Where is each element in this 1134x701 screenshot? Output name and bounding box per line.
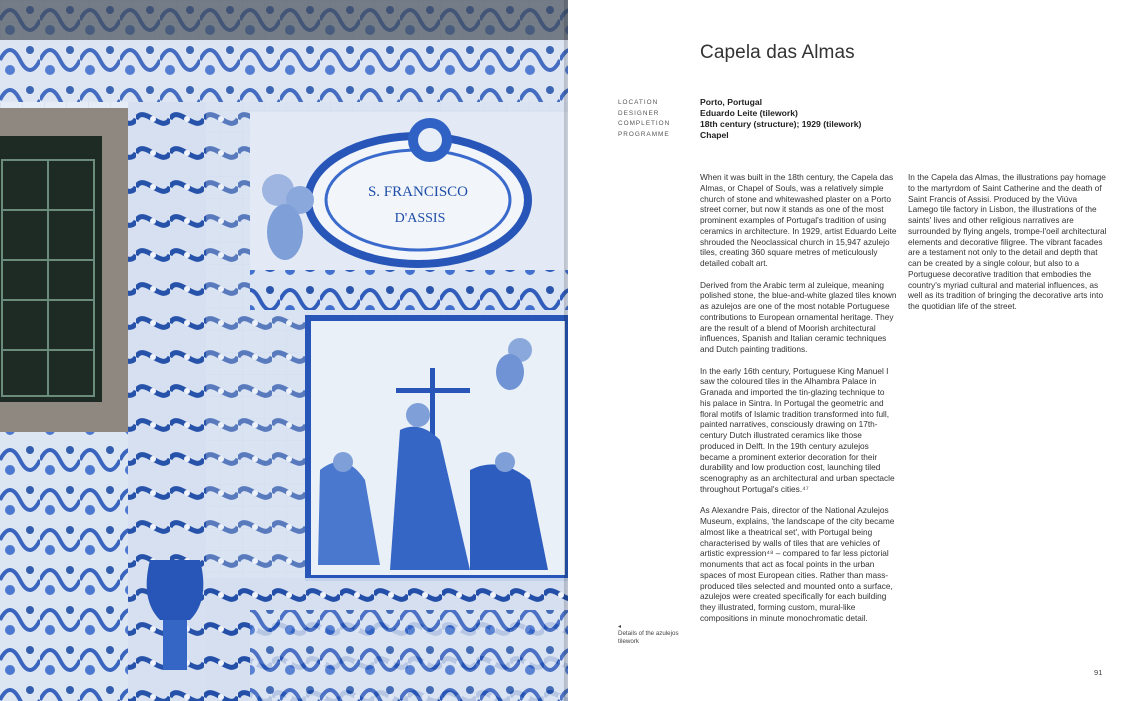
- caption-text: Details of the azulejos tilework: [618, 630, 679, 645]
- meta-value: Porto, Portugal: [700, 97, 763, 108]
- meta-row-completion: [618, 119, 918, 130]
- body-column-2: [908, 172, 1108, 323]
- meta-value: 18th century (structure); 1929 (tilework): [700, 118, 862, 129]
- text-page: [568, 0, 1134, 701]
- meta-value: Eduardo Leite (tilework): [700, 108, 798, 119]
- body-column-1: [700, 172, 897, 634]
- body-paragraph: When it was built in the 18th century, the Capela das Almas, or Chapel of Souls, was a relatively simple church of stone and whitewashed plaster on a Porto street corner, but now it stands as one of the most prominent examples of Portugal's tradition of using ceramics in architecture. In 1929, artist Eduardo Leite shrouded the Neoclassical church in 15,947 azulejo tiles, creating 360 square metres of meticulously detailed cobalt art.: [700, 172, 897, 268]
- meta-label: LOCATION: [618, 98, 659, 106]
- meta-row-location: [618, 97, 918, 108]
- page-title: Capela das Almas: [700, 42, 855, 63]
- cartouche-text-2: D'ASSIS: [394, 211, 446, 226]
- photo-caption: [618, 624, 688, 646]
- meta-value: Chapel: [700, 129, 729, 140]
- meta-label: DESIGNER: [618, 109, 660, 117]
- body-paragraph: Derived from the Arabic term al zuleique, meaning polished stone, the blue-and-white glazed tiles known as azulejos are one of the most notable Portuguese contributions to European ornamental heritage. They are the result of a blend of Moorish architectural influences, Spanish and Italian ceramic techniques and Dutch painting traditions.: [700, 279, 897, 355]
- body-paragraph: In the early 16th century, Portuguese King Manuel I saw the coloured tiles in the Alhambra Palace in Granada and imported the tin-glazing technique to his palace in Sintra. In Portugal the geometric and floral motifs of Islamic tradition transformed into full, painted narratives, consciously drawing on 17th-century Dutch illustrated ceramics like those produced in Delft. In the 19th century azulejos became a prominent exterior decoration for their durability and low production cost, launching tiled scenography as an architectural and urban spectacle throughout Portugal's cities.⁴⁷: [700, 365, 895, 494]
- body-paragraph: In the Capela das Almas, the illustrations pay homage to the martyrdom of Saint Catherine and the death of Saint Francis of Assisi. Produced by the Viúva Lamego tile factory in Lisbon, the illustrations of the saints' lives and other religious narratives are surrounded by flying angels, trompe-l'oeil architectural elements and decorative filigree. The vibrant facades are a testament not only to the detail and depth that can be created by a single colour, but also to a Portuguese decorative tradition that embodies the country's myriad cultural and material influences, as well as its tradition of bringing the decorative arts into the quotidian life of the street.: [908, 172, 1107, 311]
- project-metadata: [618, 97, 918, 140]
- page-number: 91: [1094, 668, 1103, 677]
- caption-arrow-icon: ◂: [618, 624, 622, 630]
- body-paragraph: As Alexandre Pais, director of the National Azulejos Museum, explains, 'the landscape of the city became almost like a theatrical set', with Portugal being characterised by walls of tiles that are vehicles of artistic expression⁴⁸ – compared to far less pictorial monuments that act as focal points in the urban spaces of most European cities. Rather than mass-produced tiles selected and mounted onto a surface, azulejos were created specifically for each building they illustrated, forming custom, mural-like compositions in minute monochromatic detail.: [700, 505, 895, 623]
- meta-row-designer: [618, 108, 918, 119]
- meta-label: COMPLETION: [618, 120, 671, 128]
- meta-label: PROGRAMME: [618, 131, 670, 139]
- cartouche-text-1: S. FRANCISCO: [367, 184, 469, 200]
- meta-row-programme: [618, 129, 918, 140]
